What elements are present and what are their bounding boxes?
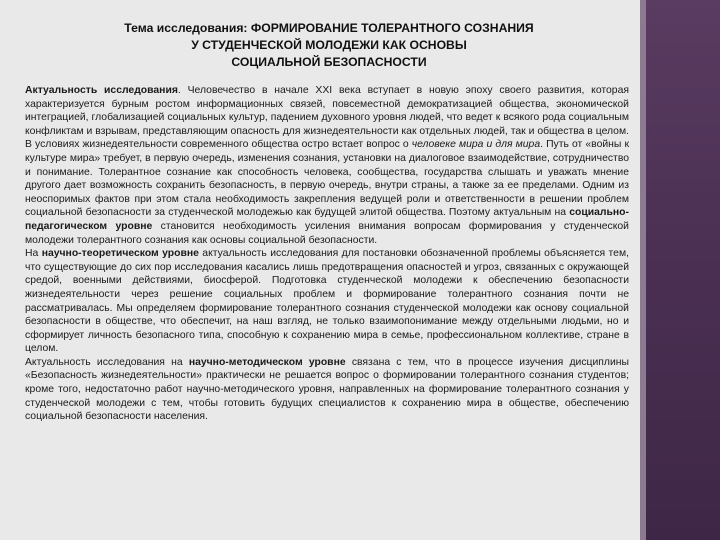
italic-phrase: человеке мира и для мира <box>411 139 541 151</box>
paragraph-theoretical <box>25 247 629 356</box>
slide-title <box>24 20 634 71</box>
paragraph-text: становится необходимость усиления внимания вопросам формирования у студенческой молодежи толерантного сознания как основы социальной безопасности. <box>25 220 629 246</box>
paragraph-text: На <box>25 248 42 260</box>
bold-phrase: социально-педагогическом уровне <box>25 207 629 232</box>
bold-phrase: научно-теоретическом уровне <box>41 248 199 260</box>
bold-phrase: научно-методическом уровне <box>188 356 346 368</box>
relevance-heading: Актуальность исследования <box>25 85 178 96</box>
paragraph-text: актуальность исследования для постановки обозначенной проблемы объясняется тем, что существующие до сих пор исследования касались лишь предотвращения опасностей и угроз, связанных с окружающей средой, военными действиями, биосферой. Подготовка студенческой молодежи к обеспечению безопасности жизнедеятельности через решение социальных проблем и формирование толерантного сознания почти не рассматривалась. Мы определяем формирование толерантного сознания студенческой молодежи как основу социальной безопасности в обществе, что обеспечит, на наш взгляд, не только взаимопонимание между отдельными людьми, но и сформирует личность безопасного типа, способную к сохранению мира в семье, профессиональном коллективе, стране в целом. <box>25 248 629 355</box>
title-line-1: Тема исследования: ФОРМИРОВАНИЕ ТОЛЕРАНТНОГО СОЗНАНИЯ <box>124 21 534 35</box>
title-line-2: У СТУДЕНЧЕСКОЙ МОЛОДЕЖИ КАК ОСНОВЫ <box>191 38 467 52</box>
title-line-3: СОЦИАЛЬНОЙ БЕЗОПАСНОСТИ <box>231 55 427 69</box>
paragraph-text: . Человечество в начале XXI века вступает в новую эпоху своего развития, которая характеризуется бурным ростом информационных связей, повсеместной демократизацией общества, экономической интеграцией, глобализацией социальных культур, падением духовного уровня людей, что ведет к всякого рода социальным конфликтам и взрывам, представляющим опасность для жизнедеятельности как отдельных людей, так и общества в целом. В условиях жизнедеятельности современного общества остро встает вопрос о <box>25 85 629 151</box>
paragraph-text: связана с тем, что в процессе изучения дисциплины «Безопасность жизнедеятельности» практически не решается вопрос о формировании толерантного сознания студентов; кроме того, недостаточно работ научно-методического уровня, направленных на формирование толерантного сознания у студенческой молодежи с тем, чтобы готовить будущих специалистов к сохранению мира в обществе, обеспечению социальной безопасности населения. <box>25 356 629 423</box>
paragraph-relevance <box>25 84 629 247</box>
slide-body-text <box>25 84 629 424</box>
decorative-side-band <box>640 0 720 540</box>
paragraph-methodical <box>25 356 629 424</box>
paragraph-text: . Путь от «войны к культуре мира» требует, в первую очередь, изменения сознания, установки на диалоговое взаимодействие, сотрудничество и понимание. Толерантное сознание как способность человека, сообщества, государства слышать и уважать мнение другого дает возможность сохранить безопасность, в первую очередь, внутри страны, а также за ее пределами. Одним из неоспоримых фактов при этом стала необходимость закрепления ведущей роли и ответственности в решении проблем социальной безопасности за студенческой молодежью как будущей элитой общества. Поэтому актуальным на <box>25 139 630 219</box>
paragraph-text: Актуальность исследования на <box>25 356 189 368</box>
